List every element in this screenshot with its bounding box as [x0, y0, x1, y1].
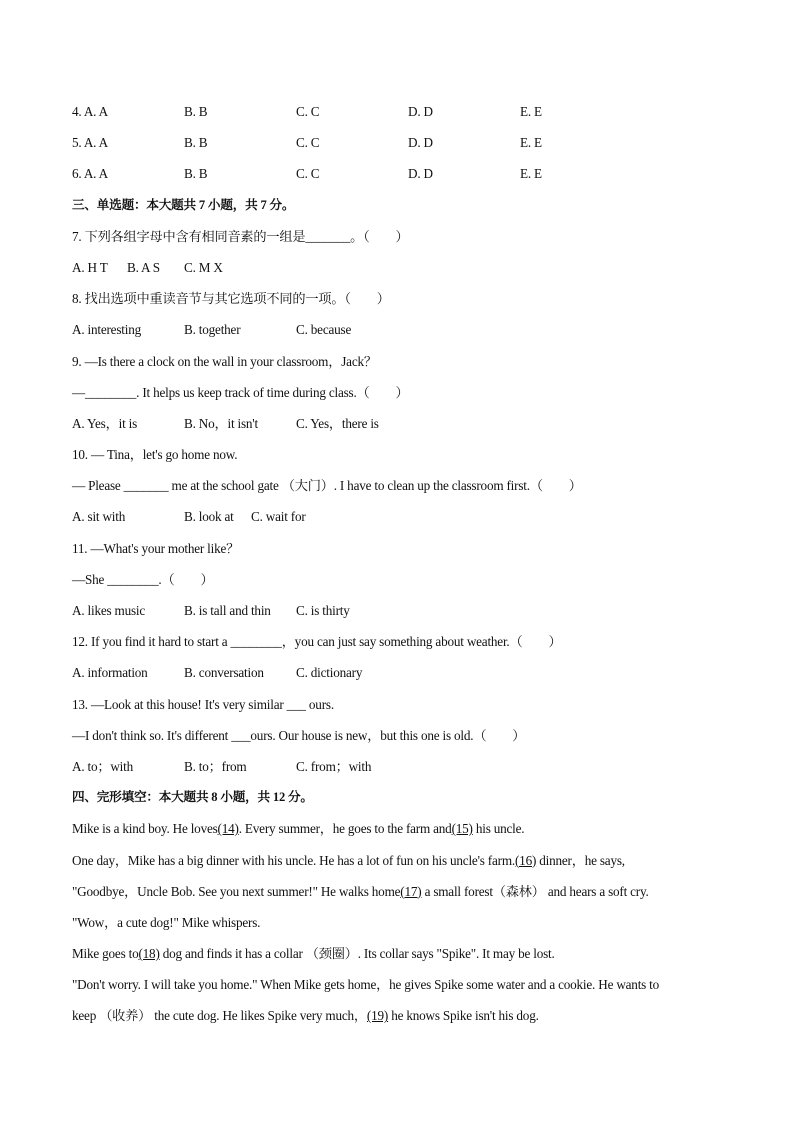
blank-15: (15): [451, 821, 473, 837]
option-b: B. conversation: [184, 665, 264, 681]
passage-text: his uncle.: [472, 821, 525, 837]
passage-text: a small forest（森林） and hears a soft cry.: [421, 883, 649, 899]
passage-line-1: [72, 813, 732, 844]
option-a: A. to；with: [72, 758, 134, 774]
option-b: B. is tall and thin: [184, 603, 271, 618]
option-b: B. look at: [184, 509, 234, 525]
option-a: A. likes music: [72, 603, 146, 618]
option-c: C. Yes，there is: [296, 415, 379, 431]
option-e: E. E: [520, 135, 542, 151]
question-13-line-2: —I don't think so. It's different ___ours. Our house is new，but this one is old.（ ）: [72, 727, 526, 743]
option-e: E. E: [520, 104, 542, 119]
option-a: A. information: [72, 665, 148, 681]
question-9-options: [72, 408, 732, 439]
exam-content: [72, 96, 732, 1032]
passage-line-6: "Don't worry. I will take you home." When Mike gets home，he gives Spike some water and a cookie. He wants to: [72, 977, 660, 993]
question-13-options: [72, 751, 732, 782]
passage-text: he knows Spike isn't his dog.: [388, 1008, 539, 1024]
passage-line-3: [72, 876, 732, 907]
passage-line-2: [72, 845, 732, 876]
option-b: B. B: [184, 135, 208, 151]
option-a: A. H T: [72, 259, 108, 275]
option-a: 5. A. A: [72, 135, 108, 151]
option-a: A. Yes，it is: [72, 415, 138, 431]
option-d: D. D: [408, 166, 433, 182]
option-c: C. dictionary: [296, 665, 363, 681]
option-row-4: [72, 96, 732, 127]
section-4-heading: 四、完形填空：本大题共 8 小题，共 12 分。: [72, 790, 313, 805]
question-7-stem: 7. 下列各组字母中含有相同音素的一组是_______。（ ）: [72, 228, 409, 244]
passage-text: dog and finds it has a collar （颈圈）. Its collar says "Spike". It may be lost.: [159, 946, 555, 962]
option-a: A. interesting: [72, 322, 141, 338]
question-10-options: [72, 501, 732, 532]
blank-18: (18): [138, 946, 160, 962]
passage-text: dinner，he says,: [536, 852, 625, 868]
passage-text: Mike is a kind boy. He loves: [72, 821, 218, 837]
option-c: C. C: [296, 135, 320, 151]
question-9-line-1: 9. —Is there a clock on the wall in your classroom，Jack？: [72, 353, 377, 369]
passage-text: One day，Mike has a big dinner with his uncle. He has a lot of fun on his uncle's farm.: [72, 852, 515, 868]
question-8-stem: 8. 找出选项中重读音节与其它选项不同的一项。（ ）: [72, 291, 390, 307]
option-b: B. together: [184, 322, 241, 338]
question-11-line-1: 11. —What's your mother like？: [72, 540, 240, 556]
blank-19: (19): [366, 1008, 389, 1024]
passage-text: Mike goes to: [72, 946, 139, 962]
option-c: C. wait for: [251, 509, 306, 525]
option-b: B. to；from: [184, 758, 247, 774]
question-7-options: [72, 252, 732, 283]
option-c: C. C: [296, 166, 320, 182]
question-11-options: [72, 595, 732, 626]
question-10-line-2: — Please _______ me at the school gate （大门）. I have to clean up the classroom first.（ ）: [72, 478, 582, 494]
passage-text: "Goodbye，Uncle Bob. See you next summer!" He walks home: [72, 883, 401, 899]
question-9-line-2: —________. It helps us keep track of time during class.（ ）: [72, 384, 409, 400]
option-e: E. E: [520, 166, 542, 182]
passage-text: keep （收养） the cute dog. He likes Spike very much，: [72, 1008, 367, 1024]
passage-line-4: "Wow，a cute dog!" Mike whispers.: [72, 914, 261, 930]
option-c: C. from；with: [296, 758, 372, 774]
option-c: C. M X: [184, 259, 223, 275]
section-3-heading: 三、单选题：本大题共 7 小题，共 7 分。: [72, 197, 295, 212]
question-12-stem: 12. If you find it hard to start a ________，you can just say something about weather.（ ）: [72, 634, 562, 650]
question-10-line-1: 10. — Tina，let's go home now.: [72, 447, 238, 463]
option-c: C. is thirty: [296, 603, 350, 618]
question-8-options: [72, 314, 732, 345]
passage-text: . Every summer，he goes to the farm and: [238, 821, 452, 837]
question-13-line-1: 13. —Look at this house! It's very similar ___ ours.: [72, 696, 334, 712]
option-b: B. B: [184, 104, 208, 119]
option-c: C. C: [296, 104, 320, 119]
option-b: B. No，it isn't: [184, 415, 258, 431]
passage-line-7: [72, 1000, 732, 1031]
blank-16: (16): [514, 852, 537, 868]
option-a: 4. A. A: [72, 104, 108, 119]
option-a: A. sit with: [72, 509, 126, 525]
option-b: B. A S: [127, 259, 160, 275]
option-a: 6. A. A: [72, 166, 108, 182]
passage-line-5: [72, 938, 732, 969]
question-11-line-2: —She ________.（ ）: [72, 571, 214, 587]
option-d: D. D: [408, 135, 433, 151]
blank-14: (14): [217, 821, 239, 837]
option-c: C. because: [296, 322, 352, 338]
option-d: D. D: [408, 104, 433, 119]
option-b: B. B: [184, 166, 208, 182]
option-row-6: [72, 158, 732, 189]
option-row-5: [72, 127, 732, 158]
blank-17: (17): [400, 883, 422, 899]
question-12-options: [72, 657, 732, 688]
